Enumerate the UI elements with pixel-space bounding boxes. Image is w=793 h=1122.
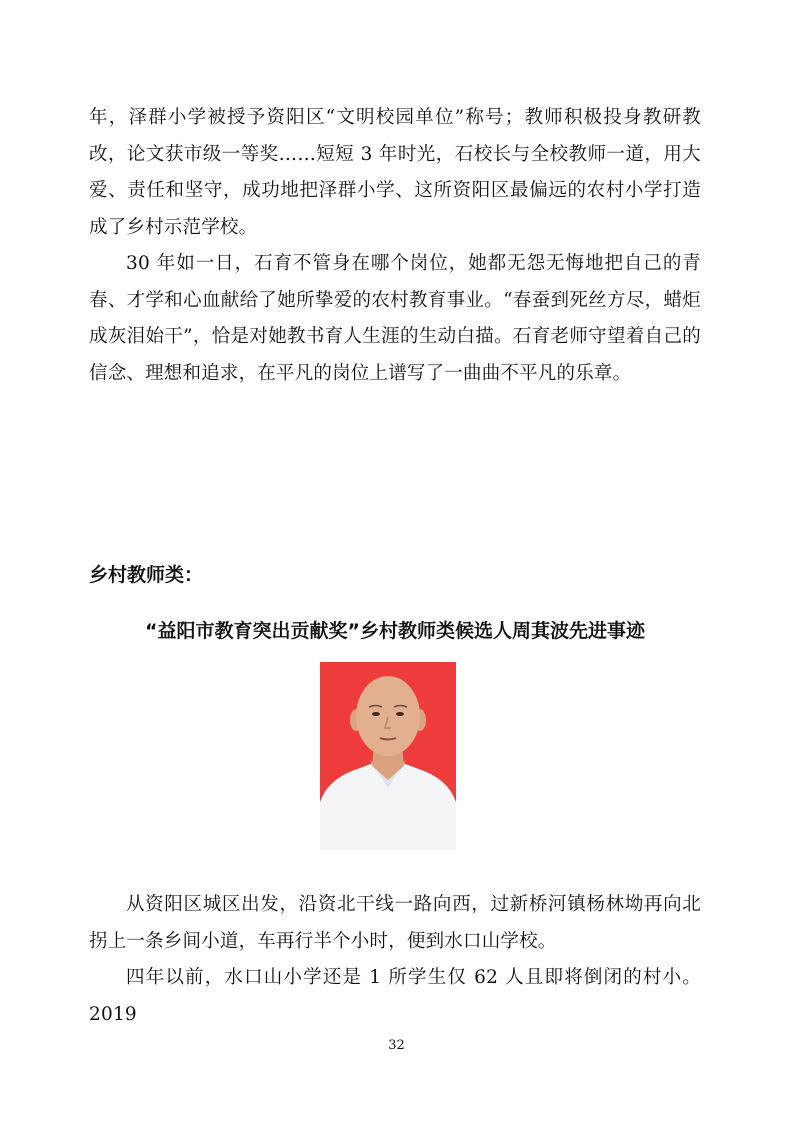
body-text-bottom [89,887,701,1033]
paragraph-continuation: 年，泽群小学被授予资阳区“文明校园单位”称号；教师积极投身教研教改，论文获市级一等奖……短短 3 年时光，石校长与全校教师一道，用大爱、责任和坚守，成功地把泽群小学、这所资阳区最偏远的农村小学打造成了乡村示范学校。 [89,107,701,238]
paragraph: 30 年如一日，石育不管身在哪个岗位，她都无怨无悔地把自己的青春、才学和心血献给了她所挚爱的农村教育事业。“春蚕到死丝方尽，蜡炬成灰泪始干”，恰是对她教书育人生涯的生动白描。石育老师守望着自己的信念、理想和追求，在平凡的岗位上谱写了一曲曲不平凡的乐章。 [89,253,701,384]
section-heading: 乡村教师类： [89,564,204,586]
article-title: “益阳市教育突出贡献奖”乡村教师类候选人周萁波先进事迹 [145,620,645,642]
paragraph: 从资阳区城区出发，沿资北干线一路向西，过新桥河镇杨林坳再向北拐上一条乡间小道，车再行半个小时，便到水口山学校。 [89,894,701,952]
portrait-photo [320,662,456,850]
page-number: 32 [388,1038,405,1053]
paragraph: 四年以前，水口山小学还是 1 所学生仅 62 人且即将倒闭的村小。2019 [89,967,701,1025]
portrait-illustration [320,662,456,850]
body-text-top [89,100,701,392]
